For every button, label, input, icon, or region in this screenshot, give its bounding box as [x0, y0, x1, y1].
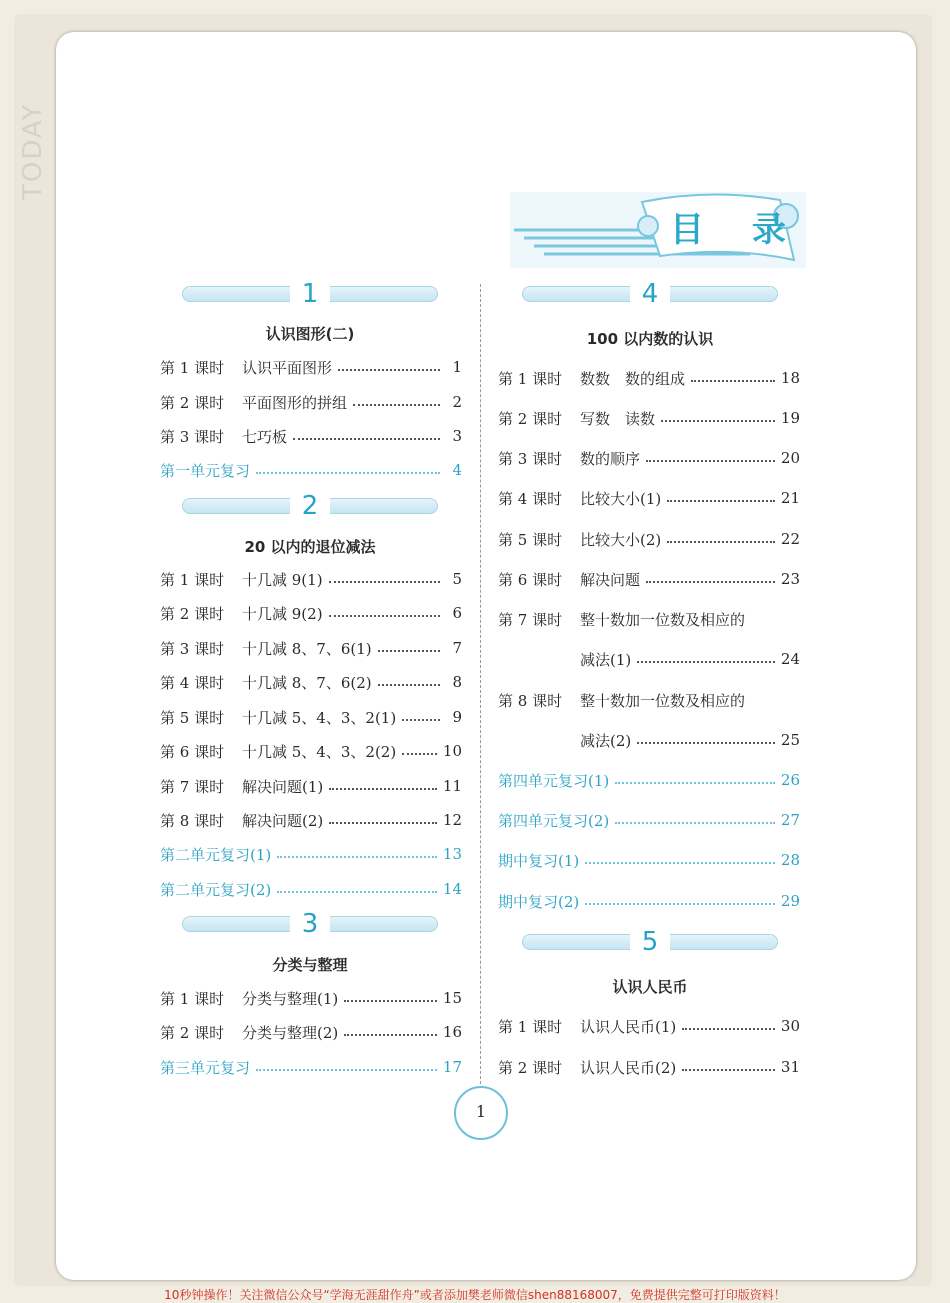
column-divider [480, 284, 481, 1084]
side-watermark: TODAY [18, 102, 48, 200]
lesson-entry[interactable] [160, 809, 462, 831]
unit-number: 3 [290, 908, 330, 940]
footer-notice: 10秒钟操作！关注微信公众号“学海无涯甜作舟”或者添加樊老师微信shen88168007，免费提供完整可打印版资料！ [164, 1288, 786, 1302]
lesson-entry[interactable] [498, 1015, 800, 1037]
lesson-title: 十几减 5、4、3、2(2) [242, 742, 397, 761]
dot-leader [585, 862, 775, 864]
dot-leader [637, 742, 775, 744]
lesson-label: 第 2 课时 [160, 604, 225, 623]
page-ref: 25 [780, 731, 800, 749]
dot-leader [661, 420, 775, 422]
lesson-title: 整十数加一位数及相应的 [580, 610, 746, 629]
lesson-label: 第 1 课时 [160, 570, 225, 589]
lesson-label: 第四单元复习(2) [498, 811, 610, 830]
dot-leader [682, 1069, 775, 1071]
unit-number: 5 [630, 926, 670, 958]
lesson-title: 解决问题(2) [242, 811, 324, 830]
lesson-label: 第 8 课时 [498, 691, 563, 710]
page-ref: 28 [780, 851, 800, 869]
page-ref: 2 [452, 393, 462, 411]
lesson-entry[interactable] [160, 425, 462, 447]
dot-leader [585, 903, 775, 905]
lesson-label: 第 6 课时 [498, 570, 563, 589]
dot-leader [615, 782, 775, 784]
lesson-label: 第 1 课时 [498, 1017, 563, 1036]
lesson-title: 整十数加一位数及相应的 [580, 691, 746, 710]
page-ref: 10 [442, 742, 462, 760]
unit-number: 2 [290, 490, 330, 522]
lesson-entry[interactable] [160, 987, 462, 1009]
page-ref: 8 [452, 673, 462, 691]
lesson-title: 数的顺序 [580, 449, 641, 468]
unit-title-3: 分类与整理 [272, 956, 348, 974]
page-ref: 30 [780, 1017, 800, 1035]
lesson-label: 第 2 课时 [498, 409, 563, 428]
lesson-title: 十几减 9(2) [242, 604, 323, 623]
lesson-label: 第 5 课时 [498, 530, 563, 549]
lesson-title: 分类与整理(2) [242, 1023, 339, 1042]
lesson-title: 认识人民币(1) [580, 1017, 677, 1036]
lesson-entry[interactable] [498, 407, 800, 429]
lesson-label: 第 2 课时 [160, 393, 225, 412]
dot-leader [329, 822, 437, 824]
page-ref: 9 [452, 708, 462, 726]
dot-leader [378, 650, 440, 652]
lesson-label: 第三单元复习 [160, 1058, 251, 1077]
lesson-entry[interactable] [160, 775, 462, 797]
lesson-title: 认识人民币(2) [580, 1058, 677, 1077]
lesson-label: 第 3 课时 [498, 449, 563, 468]
lesson-label: 第 3 课时 [160, 639, 225, 658]
unit-title-2: 20 以内的退位减法 [244, 538, 376, 556]
lesson-title: 十几减 9(1) [242, 570, 323, 589]
page-ref: 18 [780, 369, 800, 387]
lesson-label: 第 4 课时 [498, 489, 563, 508]
lesson-title: 写数 读数 [580, 409, 656, 428]
lesson-label: 第 8 课时 [160, 811, 225, 830]
unit-banner-5 [522, 928, 778, 956]
lesson-label: 期中复习(1) [498, 851, 580, 870]
dot-leader [615, 822, 775, 824]
lesson-label: 第四单元复习(1) [498, 771, 610, 790]
review-entry[interactable] [160, 878, 462, 900]
page-ref: 4 [452, 461, 462, 479]
lesson-entry[interactable] [498, 447, 800, 469]
page-ref: 7 [452, 639, 462, 657]
dot-leader [667, 500, 775, 502]
page-ref: 17 [442, 1058, 462, 1076]
lesson-entry-continued[interactable] [580, 648, 800, 670]
page-ref: 27 [780, 811, 800, 829]
lesson-label: 第 2 课时 [498, 1058, 563, 1077]
page-ref: 15 [442, 989, 462, 1007]
lesson-title: 七巧板 [242, 427, 288, 446]
lesson-title: 平面图形的拼组 [242, 393, 348, 412]
lesson-label: 第 2 课时 [160, 1023, 225, 1042]
dot-leader [691, 380, 775, 382]
lesson-entry[interactable] [498, 568, 800, 590]
page-ref: 6 [452, 604, 462, 622]
lesson-title: 比较大小(2) [580, 530, 662, 549]
dot-leader [646, 460, 775, 462]
dot-leader [256, 472, 440, 474]
page-ref: 3 [452, 427, 462, 445]
page-ref: 16 [442, 1023, 462, 1041]
page-ref: 23 [780, 570, 800, 588]
dot-leader [329, 615, 440, 617]
page-ref: 14 [442, 880, 462, 898]
review-entry[interactable] [160, 843, 462, 865]
lesson-title: 认识平面图形 [242, 358, 333, 377]
unit-number: 4 [630, 278, 670, 310]
dot-leader [353, 404, 440, 406]
lesson-label: 第 7 课时 [498, 610, 563, 629]
lesson-label: 第 3 课时 [160, 427, 225, 446]
page-ref: 24 [780, 650, 800, 668]
dot-leader [329, 788, 437, 790]
page-ref: 13 [442, 845, 462, 863]
unit-banner-4 [522, 280, 778, 308]
page-ref: 11 [442, 777, 462, 795]
lesson-entry[interactable] [160, 602, 462, 624]
dot-leader [378, 684, 440, 686]
dot-leader [667, 541, 775, 543]
page-ref: 31 [780, 1058, 800, 1076]
lesson-label: 第 1 课时 [160, 358, 225, 377]
lesson-label: 第二单元复习(1) [160, 845, 272, 864]
unit-number: 1 [290, 278, 330, 310]
review-entry[interactable] [498, 809, 800, 831]
lesson-title: 分类与整理(1) [242, 989, 339, 1008]
lesson-label: 第 1 课时 [160, 989, 225, 1008]
unit-banner-3 [182, 910, 438, 938]
page-ref: 1 [452, 358, 462, 376]
lesson-title-continued: 减法(1) [580, 650, 632, 669]
dot-leader [682, 1028, 775, 1030]
lesson-entry[interactable] [160, 671, 462, 693]
unit-title-5: 认识人民币 [612, 978, 688, 996]
lesson-entry[interactable] [160, 356, 462, 378]
lesson-entry[interactable] [160, 568, 462, 590]
lesson-entry[interactable] [160, 1021, 462, 1043]
lesson-label: 第 1 课时 [498, 369, 563, 388]
lesson-title: 十几减 5、4、3、2(1) [242, 708, 397, 727]
dot-leader [293, 438, 440, 440]
page-ref: 19 [780, 409, 800, 427]
lesson-label: 第 7 课时 [160, 777, 225, 796]
page-ref: 21 [780, 489, 800, 507]
lesson-title: 解决问题(1) [242, 777, 324, 796]
lesson-title-continued: 减法(2) [580, 731, 632, 750]
lesson-title: 数数 数的组成 [580, 369, 686, 388]
lesson-entry[interactable] [498, 367, 800, 389]
page-number-badge [454, 1086, 508, 1142]
lesson-entry[interactable] [498, 689, 800, 711]
page-ref: 12 [442, 811, 462, 829]
lesson-label: 第 6 课时 [160, 742, 225, 761]
page-ref: 5 [452, 570, 462, 588]
page-ref: 22 [780, 530, 800, 548]
lesson-label: 第 5 课时 [160, 708, 225, 727]
lesson-entry-continued[interactable] [580, 729, 800, 751]
dot-leader [344, 1000, 437, 1002]
dot-leader [277, 856, 437, 858]
lesson-label: 第一单元复习 [160, 461, 251, 480]
lesson-label: 第 4 课时 [160, 673, 225, 692]
review-entry[interactable] [498, 849, 800, 871]
unit-banner-2 [182, 492, 438, 520]
dot-leader [402, 719, 440, 721]
dot-leader [646, 581, 775, 583]
dot-leader [277, 891, 437, 893]
page-number: 1 [454, 1086, 508, 1140]
dot-leader [402, 753, 437, 755]
lesson-entry[interactable] [498, 1056, 800, 1078]
page-ref: 26 [780, 771, 800, 789]
unit-banner-1 [182, 280, 438, 308]
lesson-entry[interactable] [160, 391, 462, 413]
dot-leader [344, 1034, 437, 1036]
lesson-title: 十几减 8、7、6(2) [242, 673, 372, 692]
unit-title-1: 认识图形(二) [265, 325, 355, 343]
lesson-entry[interactable] [160, 740, 462, 762]
unit-title-4: 100 以内数的认识 [586, 330, 714, 348]
lesson-label: 第二单元复习(2) [160, 880, 272, 899]
lesson-title: 解决问题 [580, 570, 641, 589]
dot-leader [338, 369, 440, 371]
lesson-entry[interactable] [498, 487, 800, 509]
review-entry[interactable] [498, 769, 800, 791]
lesson-label: 期中复习(2) [498, 892, 580, 911]
dot-leader [637, 661, 775, 663]
lesson-title: 十几减 8、7、6(1) [242, 639, 372, 658]
lesson-entry[interactable] [498, 528, 800, 550]
lesson-entry[interactable] [160, 706, 462, 728]
page-ref: 29 [780, 892, 800, 910]
toc-title: 目 录 [670, 210, 804, 250]
dot-leader [256, 1069, 437, 1071]
review-entry[interactable] [160, 459, 462, 481]
lesson-title: 比较大小(1) [580, 489, 662, 508]
page-ref: 20 [780, 449, 800, 467]
review-entry[interactable] [160, 1056, 462, 1078]
dot-leader [329, 581, 440, 583]
lesson-entry[interactable] [498, 608, 800, 630]
review-entry[interactable] [498, 890, 800, 912]
lesson-entry[interactable] [160, 637, 462, 659]
